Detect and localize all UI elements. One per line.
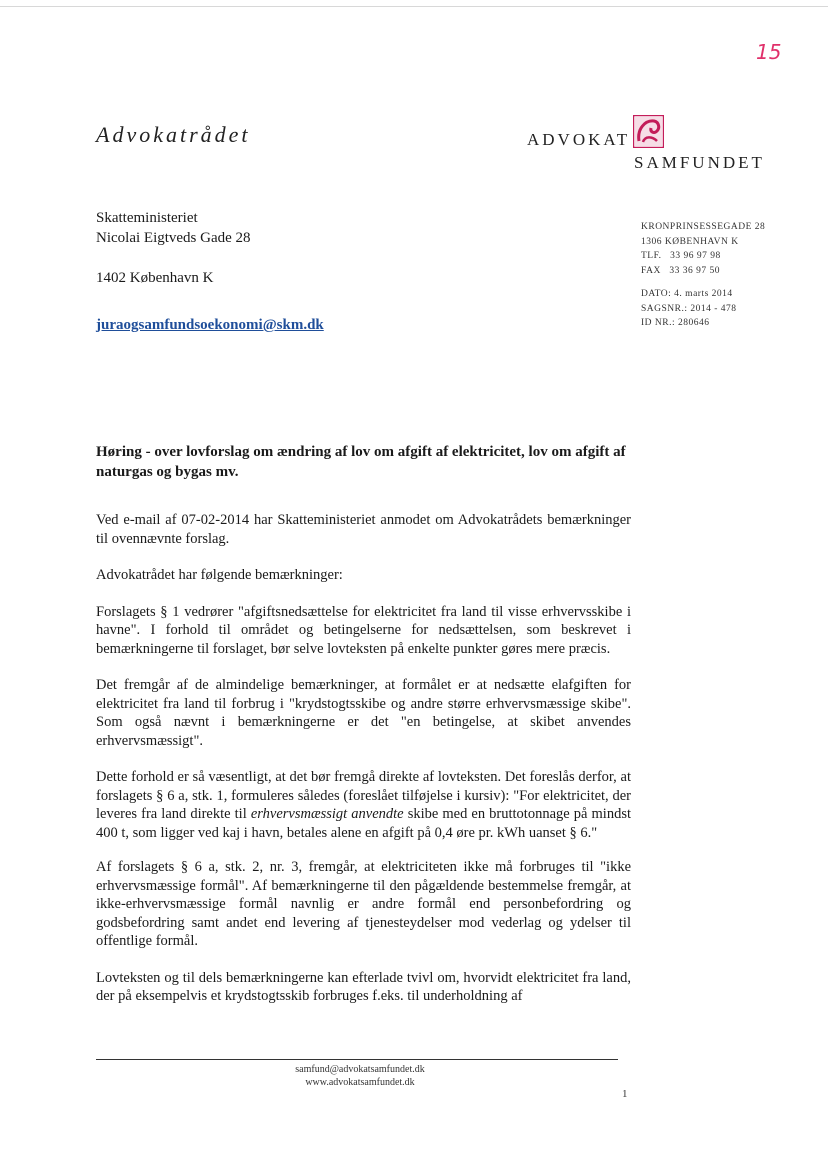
advokatraadet-brand: Advokatrådet bbox=[96, 122, 251, 147]
paragraph-text: Dette forhold er så væsentligt, at det bør fremgå direkte af lovteksten. Det foreslås derfor, at forslagets § 6 a, stk. 1, formuleres således (foreslået tilføjelse i kursiv): "For elektricitet, der leveres fra land direkte til bbox=[96, 769, 631, 822]
paragraph: Det fremgår af de almindelige bemærkninger, at formålet er at nedsætte elafgiften for elektricitet fra land til forbrug i "krydstogtsskibe og andre større erhvervsmæssige skibe". Som også nævnt i bemærkningerne er det "en betingelse, at skibet anvendes erhvervsmæssigt". bbox=[96, 677, 631, 749]
letter-subject: Høring - over lovforslag om ændring af lov om afgift af elektricitet, lov om afgift af naturgas og bygas mv. bbox=[96, 444, 626, 480]
case-number: SAGSNR.: 2014 - 478 bbox=[641, 303, 737, 314]
advokatsamfundet-brand-line1: ADVOKAT bbox=[527, 130, 631, 149]
letter-body bbox=[96, 511, 631, 1024]
handwritten-page-number: 15 bbox=[756, 40, 782, 64]
sender-city: 1306 KØBENHAVN K bbox=[641, 236, 739, 247]
proposed-addition-italic: erhvervsmæssigt anvendte bbox=[250, 806, 404, 822]
footer-divider bbox=[96, 1059, 618, 1060]
paragraph: Forslagets § 1 vedrører "afgiftsnedsættelse for elektricitet fra land til visse erhvervsskibe i havne". I forhold til området og betingelserne for nedsættelsen, som beskrevet i bemærkningerne til forslaget, bør selve lovteksten på enkelte punkter gøres mere præcis. bbox=[96, 603, 631, 657]
advokatsamfundet-brand-line2: SAMFUNDET bbox=[634, 153, 765, 172]
paragraph: Lovteksten og til dels bemærkningerne kan efterlade tvivl om, hvorvidt elektricitet fra land, der på eksempelvis et krydstogtsskib forbruges f.eks. til underholdning af bbox=[96, 969, 631, 1004]
recipient-city: 1402 København K bbox=[96, 270, 214, 286]
paragraph: Ved e-mail af 07-02-2014 har Skatteministeriet anmodet om Advokatrådets bemærkninger til ovennævnte forslag. bbox=[96, 512, 631, 547]
recipient-name: Skatteministeriet bbox=[96, 210, 198, 226]
sender-info bbox=[641, 220, 765, 331]
sender-street: KRONPRINSESSEGADE 28 bbox=[641, 222, 766, 232]
paragraph: Advokatrådet har følgende bemærkninger: bbox=[96, 567, 343, 583]
recipient-address bbox=[96, 208, 251, 288]
sender-fax: FAX 33 36 97 50 bbox=[641, 265, 721, 276]
footer-email[interactable]: samfund@advokatsamfundet.dk bbox=[295, 1064, 425, 1075]
advokatsamfundet-logo-icon bbox=[633, 115, 664, 148]
page-number: 1 bbox=[622, 1088, 628, 1100]
footer bbox=[200, 1063, 520, 1089]
paragraph-proposal bbox=[96, 768, 631, 842]
recipient-email-link[interactable]: juraogsamfundsoekonomi@skm.dk bbox=[96, 317, 324, 333]
recipient-street: Nicolai Eigtveds Gade 28 bbox=[96, 230, 251, 246]
paragraph: Af forslagets § 6 a, stk. 2, nr. 3, fremgår, at elektriciteten ikke må forbruges til "ikke erhvervsmæssige formål". Af bemærkningerne til den pågældende bestemmelse fremgår, at ikke-erhvervsmæssige formål navnlig er andre formål end personbefordring og godsbefordring samt andet end levering af tjenesteydelser mod vederlag og ydelser til offentlige formål. bbox=[96, 859, 631, 949]
sender-phone: TLF. 33 96 97 98 bbox=[641, 251, 721, 261]
id-number: ID NR.: 280646 bbox=[641, 318, 710, 328]
footer-website[interactable]: www.advokatsamfundet.dk bbox=[305, 1077, 415, 1088]
letter-date: DATO: 4. marts 2014 bbox=[641, 289, 733, 299]
scan-edge-line bbox=[0, 6, 828, 7]
paragraph-text: skibe med en bruttotonnage på mindst 400 t, som ligger ved kaj i havn, betales alene en afgift på 0,4 øre pr. kWh uanset § 6." bbox=[96, 806, 631, 841]
